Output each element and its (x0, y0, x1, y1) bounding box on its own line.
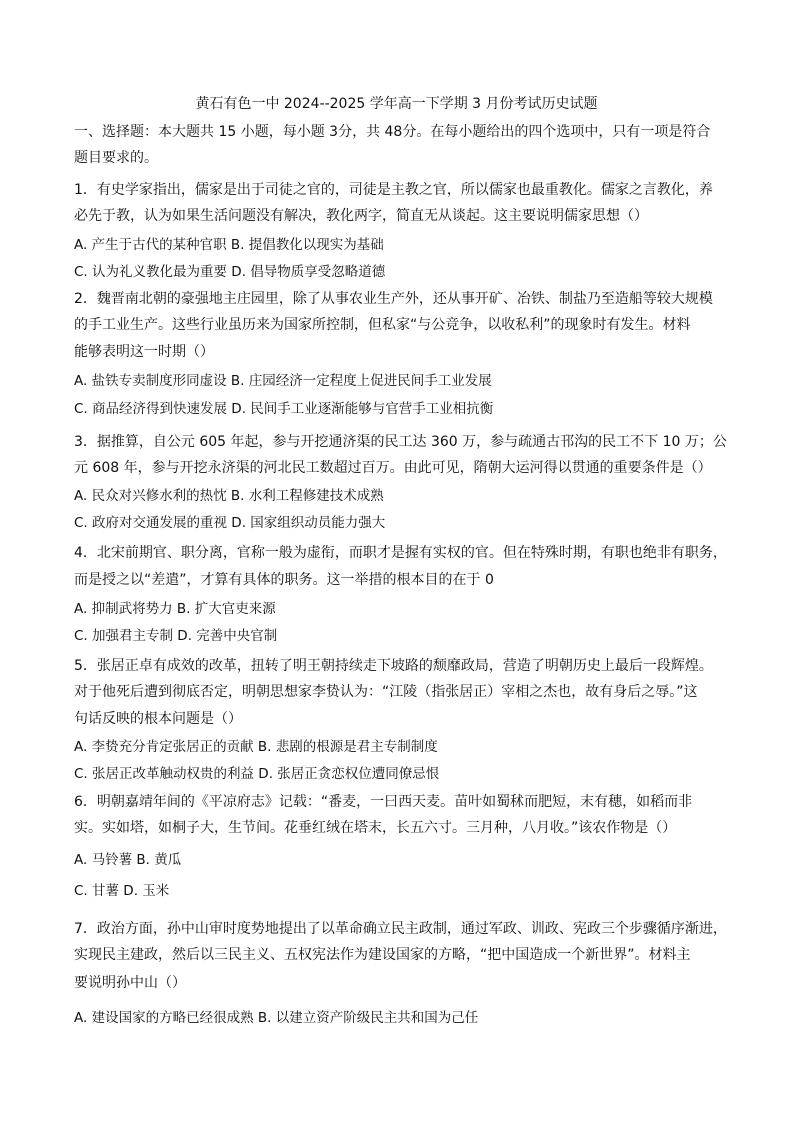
question-1-stem-cont: 必先于教，认为如果生活问题没有解决，教化两字，简直无从谈起。这主要说明儒家思想（） (74, 208, 648, 224)
exam-title: 黄石有色一中 2024--2025 学年高一下学期 3 月份考试历史试题 (195, 96, 598, 112)
question-1-options-ab: A. 产生于古代的某种官职 B. 提倡教化以现实为基础 (74, 237, 384, 253)
question-3-stem: 3．据推算，自公元 605 年起，参与开挖通济渠的民工达 360 万，参与疏通古邗沟的民工不下 10 万；公 (74, 434, 727, 450)
question-4-stem-cont: 而是授之以“差遣”，才算有具体的职务。这一举措的根本目的在于 0 (74, 572, 494, 588)
question-3-options-ab: A. 民众对兴修水利的热忱 B. 水利工程修建技术成熟 (74, 488, 384, 504)
section-instructions-cont: 题目要求的。 (74, 150, 158, 166)
question-1-stem: 1．有史学家指出，儒家是出于司徒之官的，司徒是主教之官，所以儒家也最重教化。儒家之言教化，养 (74, 182, 713, 198)
section-instructions: 一、选择题：本大题共 15 小题，每小题 3分，共 48分。在每小题给出的四个选项中，只有一项是符合 (74, 124, 711, 140)
question-6-stem-cont: 实。实如塔，如桐子大，生节间。花垂红绒在塔末，长五六寸。三月种，八月收。”该农作物是（） (74, 820, 677, 836)
question-5-options-cd: C. 张居正改革触动权贵的利益 D. 张居正贪恋权位遭同僚忌恨 (74, 766, 440, 782)
question-5-options-ab: A. 李贽充分肯定张居正的贡献 B. 悲剧的根源是君主专制制度 (74, 739, 438, 755)
question-4-options-cd: C. 加强君主专制 D. 完善中央官制 (74, 628, 278, 644)
question-5-stem-cont2: 句话反映的根本问题是（） (74, 711, 242, 727)
question-7-options-ab: A. 建设国家的方略已经很成熟 B. 以建立资产阶级民主共和国为己任 (74, 1010, 479, 1026)
question-5-stem-cont: 对于他死后遭到彻底否定，明朝思想家李贽认为：“江陵（指张居正）宰相之杰也，故有身后之辱。”这 (74, 684, 698, 700)
question-7-stem-cont: 实现民主建政，然后以三民主义、五权宪法作为建设国家的方略，“把中国造成一个新世界”。材料主 (74, 947, 691, 963)
question-2-options-ab: A. 盐铁专卖制度形同虚设 B. 庄园经济一定程度上促进民间手工业发展 (74, 373, 492, 389)
question-4-options-ab: A. 抑制武将势力 B. 扩大官吏来源 (74, 601, 276, 617)
question-2-stem: 2．魏晋南北朝的豪强地主庄园里，除了从事农业生产外，还从事开矿、冶铁、制盐乃至造船等较大规模 (74, 291, 713, 307)
question-1-options-cd: C. 认为礼义教化最为重要 D. 倡导物质享受忽略道德 (74, 264, 386, 280)
question-6-options-cd: C. 甘薯 D. 玉米 (74, 883, 170, 899)
question-7-stem: 7．政治方面，孙中山审时度势地提出了以革命确立民主政制，通过军政、训政、宪政三个步骤循序渐进， (74, 921, 727, 937)
question-4-stem: 4．北宋前期官、职分离，官称一般为虚衔，而职才是握有实权的官。但在特殊时期，有职也绝非有职务， (74, 545, 727, 561)
question-7-stem-cont2: 要说明孙中山（） (74, 975, 186, 991)
question-2-options-cd: C. 商品经济得到快速发展 D. 民间手工业逐渐能够与官营手工业相抗衡 (74, 401, 494, 417)
question-2-stem-cont2: 能够表明这一时期（） (74, 344, 214, 360)
question-5-stem: 5．张居正卓有成效的改革，扭转了明王朝持续走下坡路的颓靡政局，营造了明朝历史上最后一段辉煌。 (74, 658, 713, 674)
question-6-options-ab: A. 马铃薯 B. 黄瓜 (74, 852, 182, 868)
question-3-options-cd: C. 政府对交通发展的重视 D. 国家组织动员能力强大 (74, 515, 386, 531)
question-6-stem: 6．明朝嘉靖年间的《平凉府志》记载：“番麦，一曰西天麦。苗叶如蜀秫而肥短，末有穗，如稻而非 (74, 794, 693, 810)
question-2-stem-cont: 的手工业生产。这些行业虽历来为国家所控制，但私家“与公竞争，以收私利”的现象时有发生。材料 (74, 317, 691, 333)
question-3-stem-cont: 元 608 年，参与开挖永济渠的河北民工数超过百万。由此可见，隋朝大运河得以贯通的重要条件是（） (74, 460, 712, 476)
